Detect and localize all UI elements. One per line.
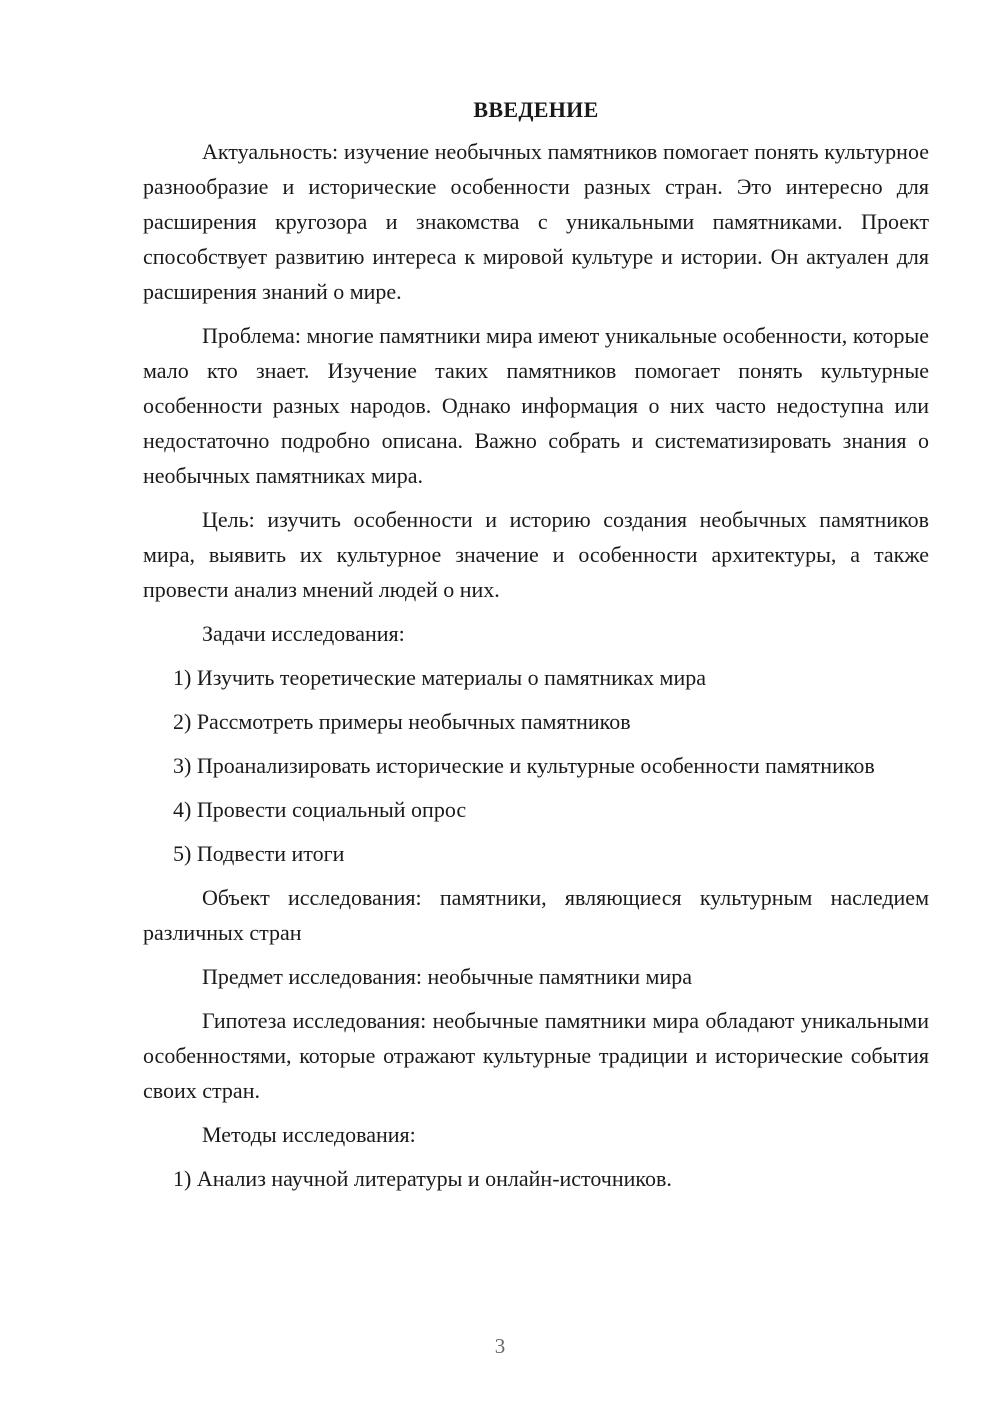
task-item-4: 4) Провести социальный опрос — [173, 797, 467, 822]
tasks-heading: Задачи исследования: — [202, 621, 405, 646]
methods-heading: Методы исследования: — [202, 1122, 416, 1147]
method-item-1: 1) Анализ научной литературы и онлайн-источников. — [173, 1166, 672, 1191]
task-item-1: 1) Изучить теоретические материалы о памятниках мира — [173, 665, 706, 690]
problem-paragraph: Проблема: многие памятники мира имеют уникальные особенности, которые мало кто знает. Изучение таких памятников помогает понять культурные особенности разных народов. Однако информация о них часто недоступна или недостаточно подробно описана. Важно собрать и систематизировать знания о необычных памятниках мира. — [143, 323, 929, 488]
page-number: 3 — [494, 1334, 506, 1358]
task-item-5: 5) Подвести итоги — [173, 841, 345, 866]
page-content — [143, 96, 929, 1205]
task-item-3: 3) Проанализировать исторические и культурные особенности памятников — [173, 753, 875, 778]
relevance-paragraph: Актуальность: изучение необычных памятников помогает понять культурное разнообразие и исторические особенности разных стран. Это интересно для расширения кругозора и знакомства с уникальными памятниками. Проект способствует развитию интереса к мировой культуре и истории. Он актуален для расширения знаний о мире. — [143, 139, 929, 304]
object-paragraph: Объект исследования: памятники, являющиеся культурным наследием различных стран — [143, 885, 929, 945]
section-title: ВВЕДЕНИЕ — [473, 97, 599, 122]
subject-paragraph: Предмет исследования: необычные памятники мира — [202, 964, 693, 989]
task-item-2: 2) Рассмотреть примеры необычных памятников — [173, 709, 631, 734]
goal-paragraph: Цель: изучить особенности и историю создания необычных памятников мира, выявить их культурное значение и особенности архитектуры, а также провести анализ мнений людей о них. — [143, 507, 929, 602]
hypothesis-paragraph: Гипотеза исследования: необычные памятники мира обладают уникальными особенностями, которые отражают культурные традиции и исторические события своих стран. — [143, 1008, 929, 1103]
